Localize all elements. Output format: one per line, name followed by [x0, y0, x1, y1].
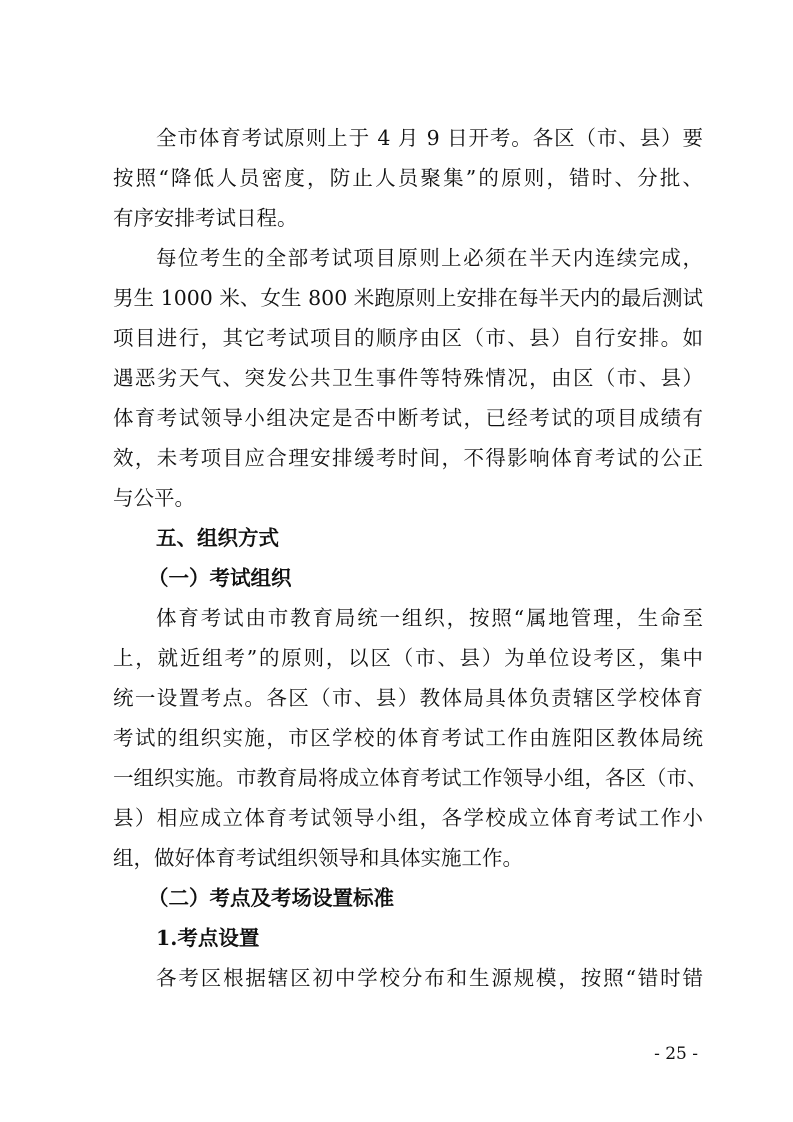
paragraph-2-line-3: 项目进行，其它考试项目的顺序由区（市、县）自行安排。如	[113, 326, 703, 350]
paragraph-1-line-2: 按照“降低人员密度，防止人员聚集”的原则，错时、分批、	[113, 166, 703, 190]
paragraph-1-line-1: 全市体育考试原则上于 4 月 9 日开考。各区（市、县）要	[156, 126, 703, 150]
paragraph-3-line-2: 上，就近组考”的原则，以区（市、县）为单位设考区，集中	[113, 646, 703, 670]
subheading-exam-site-standards: （二）考点及考场设置标准	[148, 886, 394, 910]
paragraph-3-line-7: 组，做好体育考试组织领导和具体实施工作。	[113, 846, 523, 870]
paragraph-3-line-6: 县）相应成立体育考试领导小组，各学校成立体育考试工作小	[113, 806, 703, 830]
paragraph-3-line-1: 体育考试由市教育局统一组织，按照“属地管理，生命至	[156, 606, 703, 630]
paragraph-2-line-6: 效，未考项目应合理安排缓考时间，不得影响体育考试的公正	[113, 446, 703, 470]
paragraph-3-line-3: 统一设置考点。各区（市、县）教体局具体负责辖区学校体育	[113, 686, 703, 710]
paragraph-2-line-5: 体育考试领导小组决定是否中断考试，已经考试的项目成绩有	[113, 406, 703, 430]
paragraph-2-line-1: 每位考生的全部考试项目原则上必须在半天内连续完成，	[156, 246, 703, 270]
item-heading-exam-site-setup: 1.考点设置	[156, 926, 260, 950]
paragraph-2-line-4: 遇恶劣天气、突发公共卫生事件等特殊情况，由区（市、县）	[113, 366, 703, 390]
paragraph-3-line-4: 考试的组织实施，市区学校的体育考试工作由旌阳区教体局统	[113, 726, 703, 750]
paragraph-4-line-1: 各考区根据辖区初中学校分布和生源规模，按照“错时错	[156, 966, 703, 990]
paragraph-1-line-3: 有序安排考试日程。	[113, 206, 298, 230]
paragraph-2-line-7: 与公平。	[113, 486, 195, 510]
section-heading-five: 五、组织方式	[156, 526, 279, 550]
subheading-exam-organization: （一）考试组织	[148, 566, 292, 590]
paragraph-3-line-5: 一组织实施。市教育局将成立体育考试工作领导小组，各区（市、	[113, 766, 708, 790]
paragraph-2-line-2: 男生 1000 米、女生 800 米跑原则上安排在每半天内的最后测试	[113, 286, 703, 310]
page-number: - 25 -	[654, 1044, 698, 1064]
